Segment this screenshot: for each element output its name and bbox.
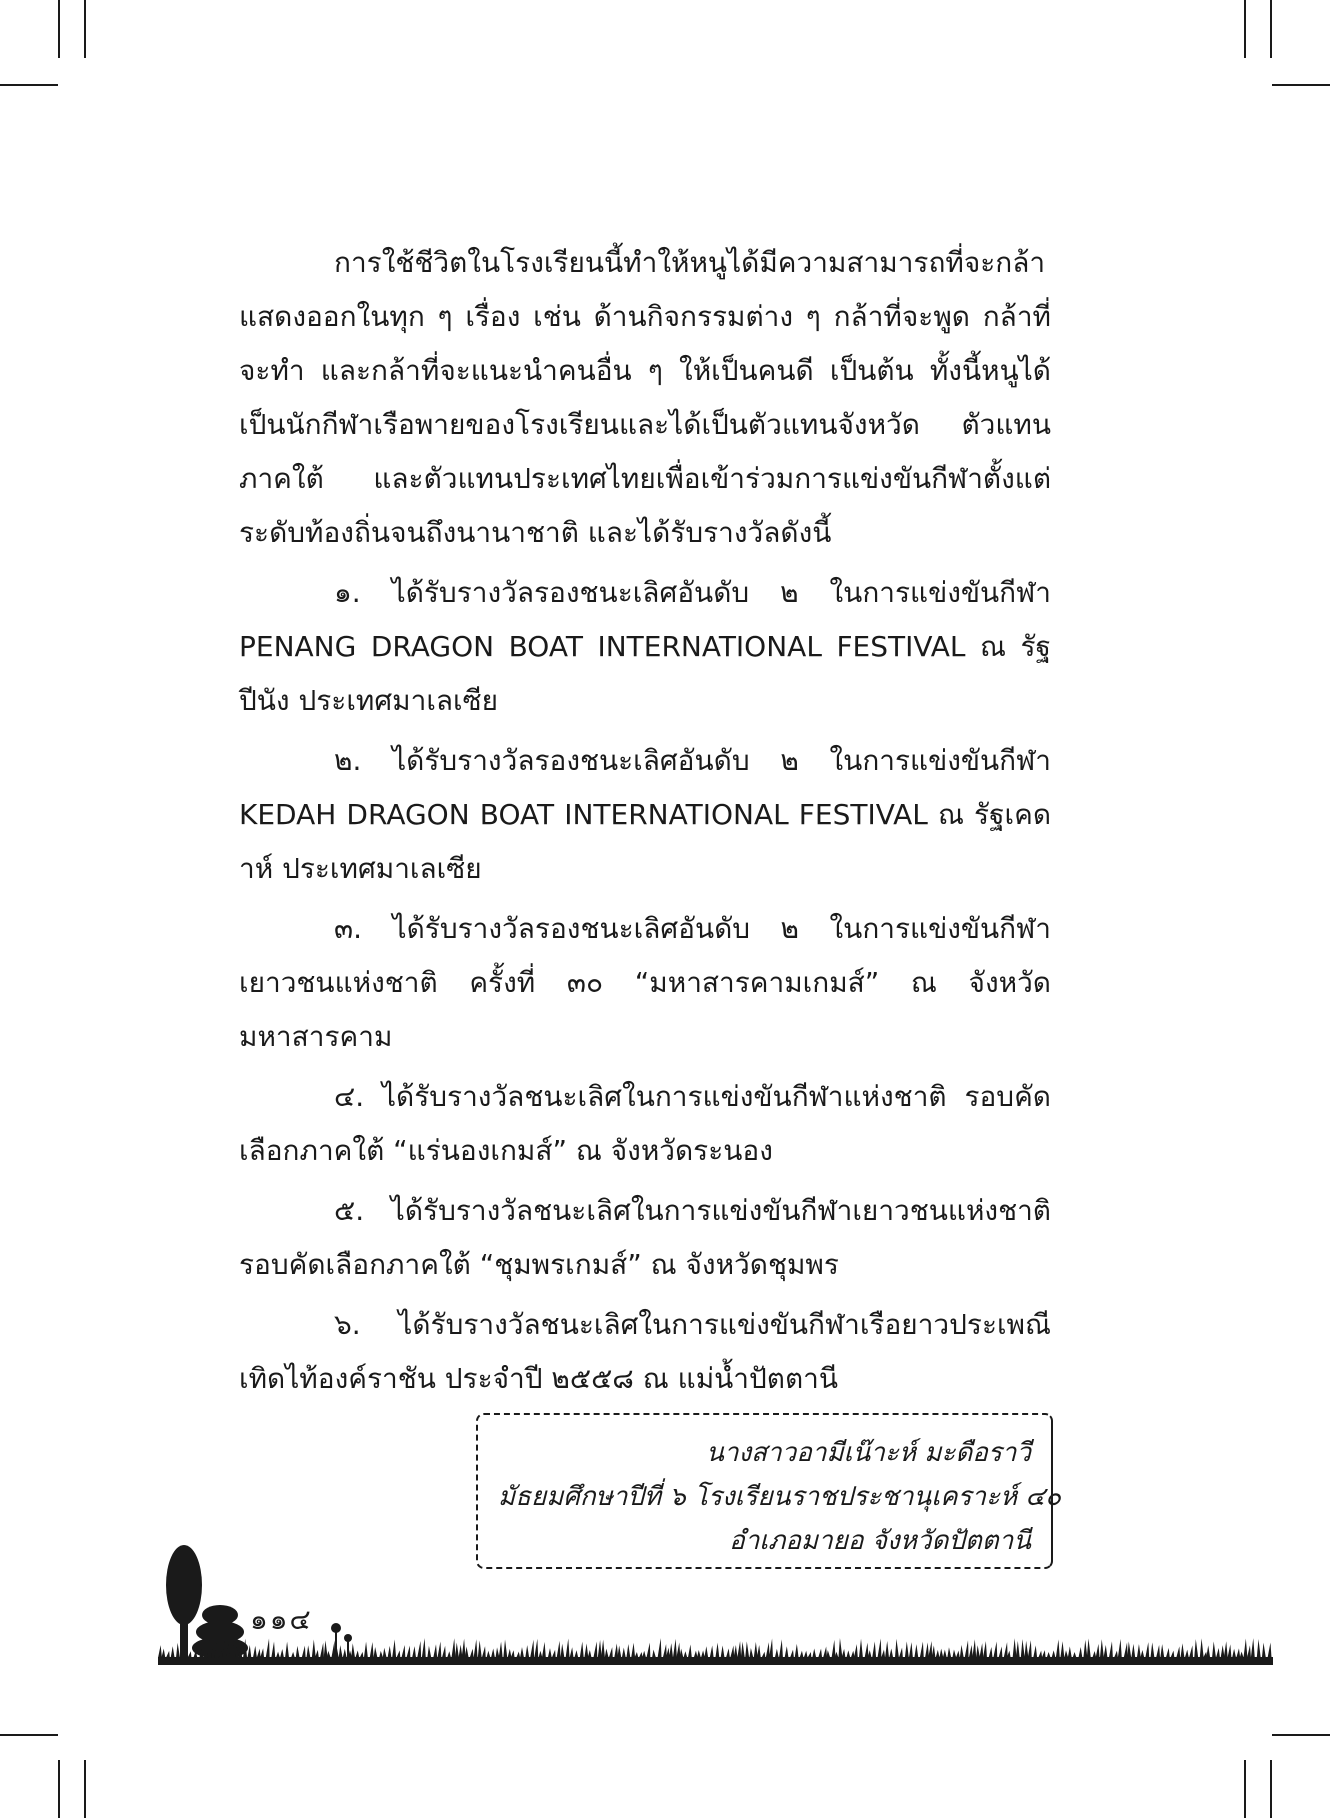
- author-location: อำเภอมายอ จังหวัดปัตตานี: [729, 1526, 1031, 1556]
- author-name: นางสาวอามีเน๊าะห์ มะดือราวี: [706, 1438, 1031, 1468]
- author-school: มัธยมศึกษาปีที่ ๖ โรงเรียนราชประชานุเคราะห์ ๔๐: [498, 1482, 1061, 1512]
- award-item: ๓. ได้รับรางวัลรองชนะเลิศอันดับ ๒ ในการแข่งขันกีฬาเยาวชนแห่งชาติ ครั้งที่ ๓๐ “มหาสารคามเกมส์” ณ จังหวัดมหาสารคาม: [239, 912, 1051, 1053]
- ground-line: [158, 1657, 1273, 1665]
- award-item: ๑. ได้รับรางวัลรองชนะเลิศอันดับ ๒ ในการแข่งขันกีฬา PENANG DRAGON BOAT INTERNATIONAL FESTIVAL ณ รัฐปีนัง ประเทศมาเลเซีย: [239, 576, 1051, 717]
- award-item: ๖. ได้รับรางวัลชนะเลิศในการแข่งขันกีฬาเรือยาวประเพณีเทิดไท้องค์ราชัน ประจำปี ๒๕๕๘ ณ แม่น้ำปัตตานี: [239, 1308, 1051, 1395]
- grass-icon: [158, 1638, 1272, 1658]
- award-item: ๔. ได้รับรางวัลชนะเลิศในการแข่งขันกีฬาแห่งชาติ รอบคัดเลือกภาคใต้ “แร่นองเกมส์” ณ จังหวัดระนอง: [239, 1080, 1051, 1167]
- flower-icon: [331, 1623, 341, 1633]
- tree-grass-illustration: [158, 1540, 1273, 1665]
- body-text: [239, 236, 1051, 1406]
- intro-paragraph: การใช้ชีวิตในโรงเรียนนี้ทำให้หนูได้มีความสามารถที่จะกล้าแสดงออกในทุก ๆ เรื่อง เช่น ด้านกิจกรรมต่าง ๆ กล้าที่จะพูด กล้าที่จะทำ และกล้าที่จะแนะนำคนอื่น ๆ ให้เป็นคนดี เป็นต้น ทั้งนี้หนูได้เป็นนักกีฬาเรือพายของโรงเรียนและได้เป็นตัวแทนจังหวัด ตัวแทนภาคใต้ และตัวแทนประเทศไทยเพื่อเข้าร่วมการแข่งขันกีฬาตั้งแต่ระดับท้องถิ่นจนถึงนานาชาติ และได้รับรางวัลดังนี้: [239, 246, 1051, 549]
- page-number: ๑๑๔: [250, 1603, 313, 1636]
- award-item: ๒. ได้รับรางวัลรองชนะเลิศอันดับ ๒ ในการแข่งขันกีฬา KEDAH DRAGON BOAT INTERNATIONAL FESTIVAL ณ รัฐเคดาห์ ประเทศมาเลเซีย: [239, 744, 1051, 885]
- tree-icon: [166, 1545, 202, 1625]
- award-item: ๕. ได้รับรางวัลชนะเลิศในการแข่งขันกีฬาเยาวชนแห่งชาติรอบคัดเลือกภาคใต้ “ชุมพรเกมส์” ณ จังหวัดชุมพร: [239, 1194, 1051, 1281]
